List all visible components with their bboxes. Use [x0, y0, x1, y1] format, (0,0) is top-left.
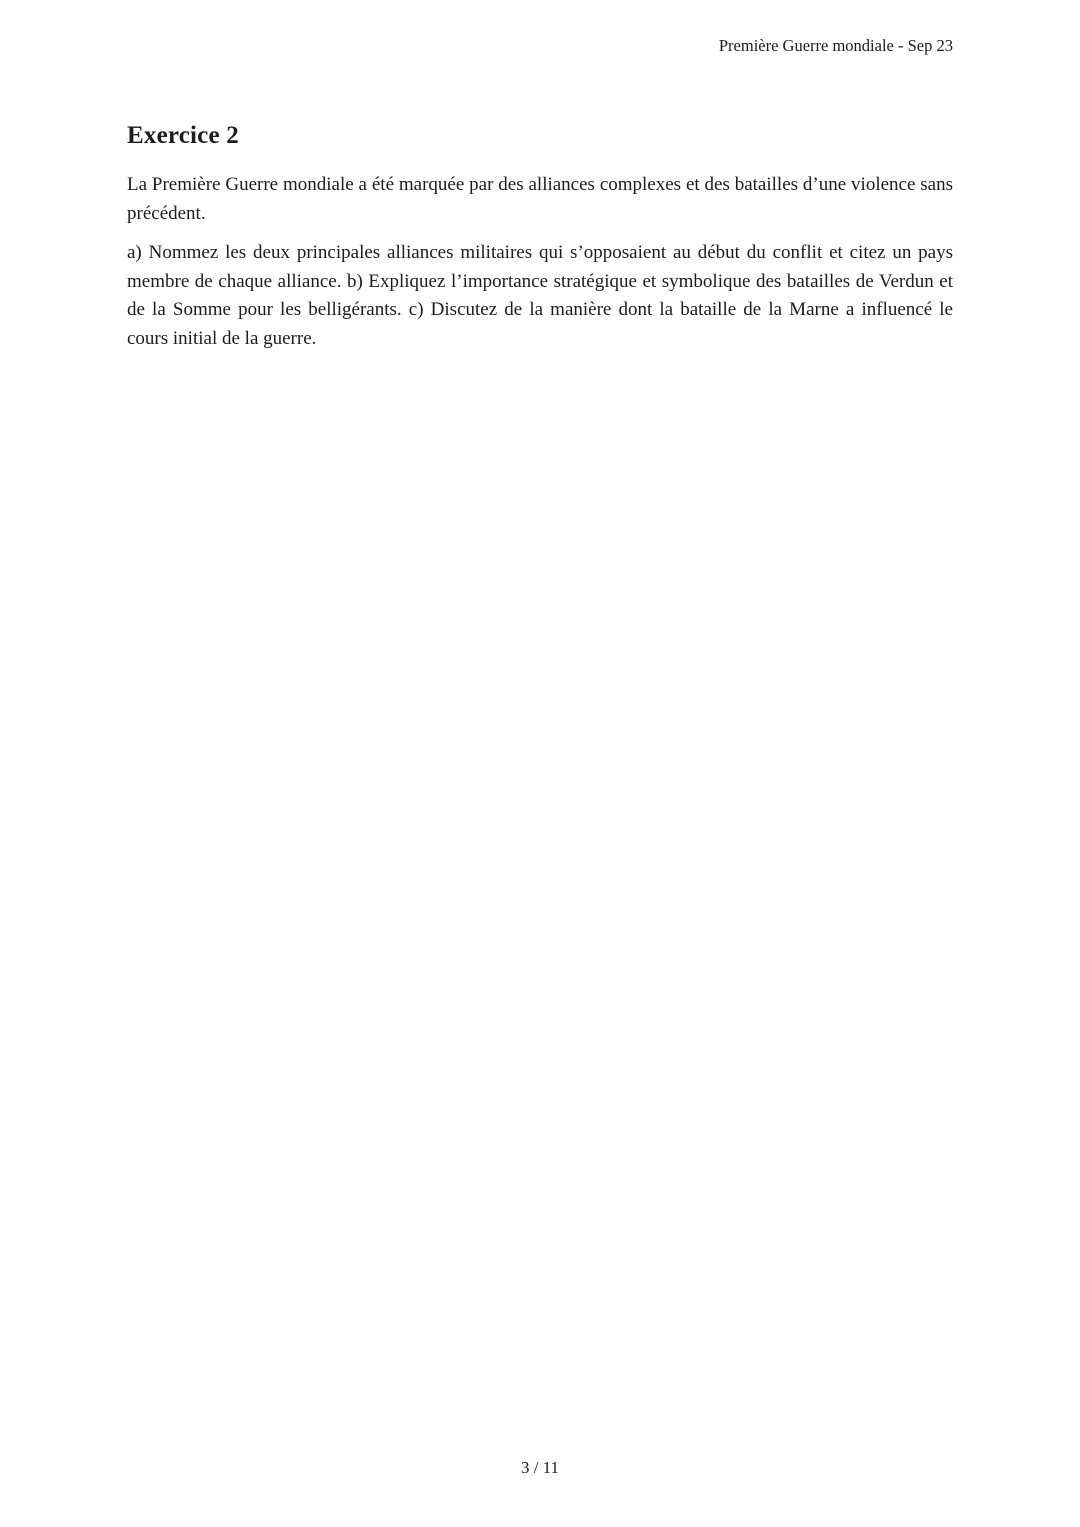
page-number: 3 / 11	[520, 1458, 560, 1477]
page-content	[127, 122, 953, 364]
page-header-title: Première Guerre mondiale - Sep 23	[718, 36, 953, 55]
exercise-heading: Exercice 2	[127, 122, 239, 149]
exercise-questions-paragraph: a) Nommez les deux principales alliances militaires qui s’opposaient au début du conflit et citez un pays membre de chaque alliance. b) Expliquez l’importance stratégique et symbolique des batailles de Verdun et de la Somme pour les belligérants. c) Discutez de la manière dont la bataille de la Marne a influencé le cours initial de la guerre.	[127, 242, 953, 349]
exercise-intro-paragraph: La Première Guerre mondiale a été marquée par des alliances complexes et des batailles d’une violence sans précédent.	[127, 174, 953, 224]
